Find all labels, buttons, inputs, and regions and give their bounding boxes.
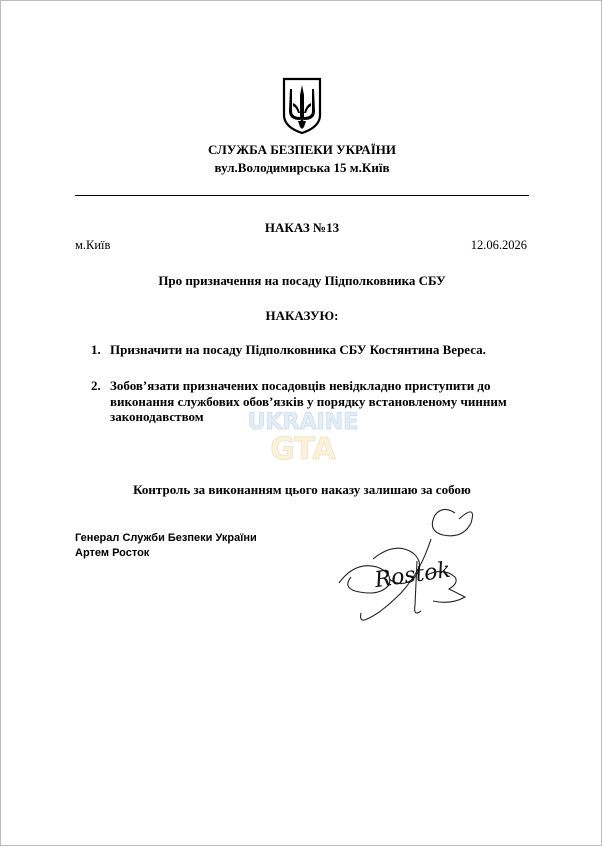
decree-heading: НАКАЗУЮ:: [265, 308, 339, 323]
handwritten-signature: [331, 501, 481, 631]
header-divider: [75, 195, 529, 196]
organization-name: СЛУЖБА БЕЗПЕКИ УКРАЇНИ: [208, 142, 396, 157]
control-statement: Контроль за виконанням цього наказу залишаю за собою: [133, 482, 471, 497]
list-item-number: 1.: [91, 342, 101, 357]
list-item-text: Призначити на посаду Підполковника СБУ Костянтина Вереса.: [110, 342, 486, 357]
svg-text:Rostok: Rostok: [373, 557, 453, 594]
list-item-text: Зобов’язати призначених посадовців невідкладно приступити до виконання службових обов’язків у порядку встановленому чинним законодавством: [110, 378, 507, 424]
signatory-name: Артем Росток: [75, 547, 150, 559]
watermark-logo: [223, 405, 383, 467]
svg-text:UKRAINE: UKRAINE: [247, 410, 359, 435]
signatory-position: Генерал Служби Безпеки України: [75, 532, 257, 544]
svg-text:GTA: GTA: [270, 432, 336, 467]
order-title: НАКАЗ №13: [264, 220, 340, 235]
trident-emblem-icon: [280, 75, 324, 137]
order-subject: Про призначення на посаду Підполковника СБУ: [158, 273, 446, 288]
order-city: м.Київ: [75, 238, 111, 252]
order-date: 12.06.2026: [470, 238, 527, 252]
organization-address: вул.Володимирська 15 м.Київ: [214, 160, 390, 175]
list-item-number: 2.: [91, 378, 101, 393]
